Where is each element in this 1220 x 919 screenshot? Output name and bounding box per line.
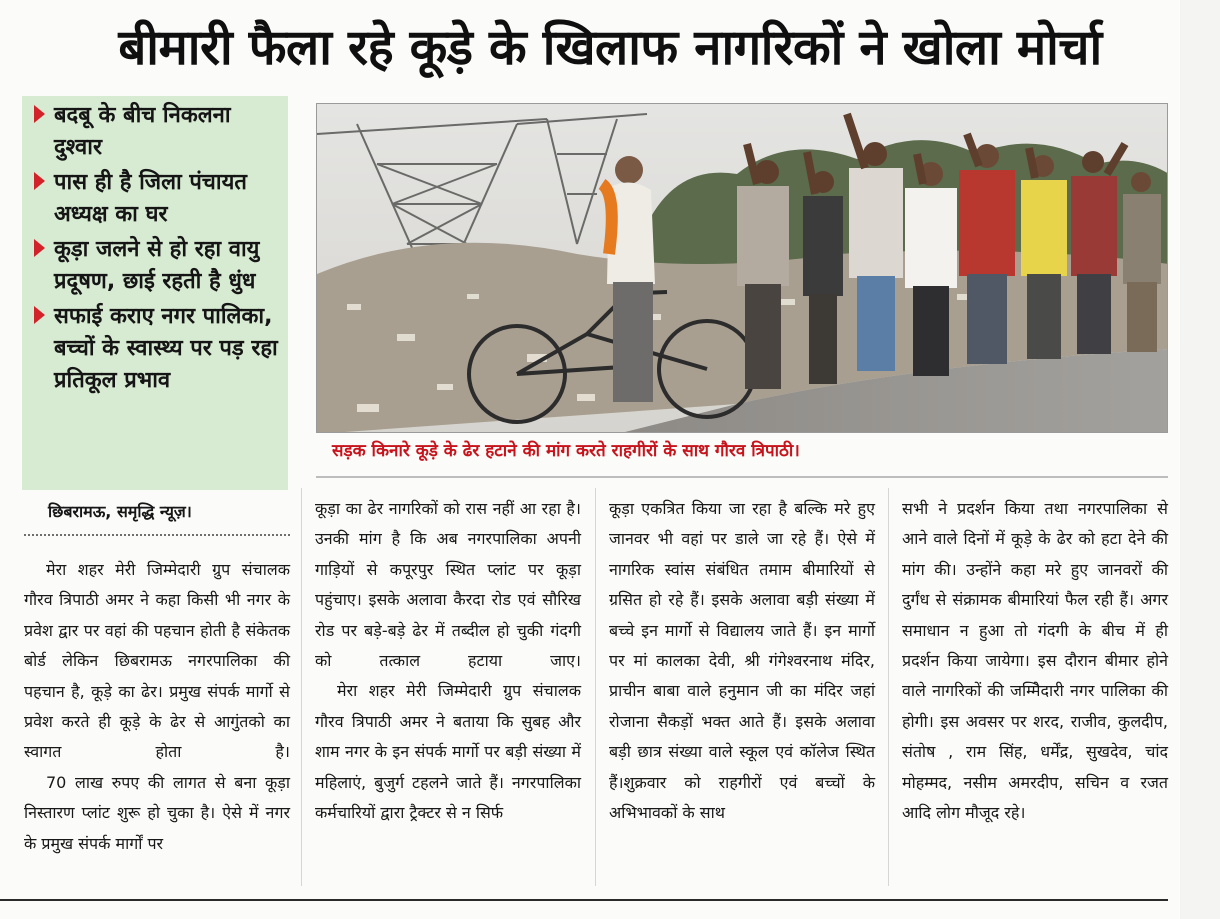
column-divider — [301, 488, 302, 886]
column-divider — [595, 488, 596, 886]
dateline-divider — [24, 534, 290, 536]
article-paragraph: कूड़ा एकत्रित किया जा रहा है बल्कि मरे हुए जानवर भी वहां पर डाले जा रहे हैं। ऐसे में नागरिक स्वांस संबंधित तमाम बीमारियों से ग्रसित हो रहे हैं। इसके अलावा बड़ी संख्या में बच्चे इन मार्गो से विद्यालय जाते हैं। इन मार्गो पर मां कालका देवी, श्री गंगेश्वरनाथ मंदिर, प्राचीन बाबा वाले हनुमान जी का मंदिर जहां रोजाना सैकड़ों भक्त आते हैं। इसके अलावा बड़ी छात्र संख्या वाले स्कूल एवं कॉलेज स्थित हैं।शुक्रवार को राहगीरों एवं बच्चों के अभिभावकों के साथ — [609, 499, 875, 823]
triangle-bullet-icon — [34, 239, 45, 257]
article-paragraph: मेरा शहर मेरी जिम्मेदारी ग्रुप संचालक गौरव त्रिपाठी अमर ने कहा किसी भी नगर के प्रवेश द्वार पर वहां की पहचान होती है संकेतक बोर्ड लेकिन छिबरामऊ नगरपालिका की पहचान है, कूड़े का ढेर। प्रमुख संपर्क मार्गो से प्रवेश करते ही कूड़े के ढेर से आगुंतको का स्वागत होता है। — [24, 560, 290, 762]
article-column-2 — [315, 494, 581, 828]
headline: बीमारी फैला रहे कूड़े के खिलाफ नागरिकों ने खोला मोर्चा — [118, 19, 1102, 76]
highlight-item — [34, 301, 282, 397]
bottom-rule — [0, 899, 1168, 901]
news-photo — [316, 103, 1168, 433]
article-paragraph: सभी ने प्रदर्शन किया तथा नगरपालिका से आने वाले दिनों में कूड़े के ढेर को हटा देने की मांग की। उन्होंने कहा मरे हुए जानवरों की दुर्गंध से संक्रामक बीमारियां फैल रही हैं। अगर समाधान न हुआ तो गंदगी के बीच में ही प्रदर्शन किया जायेगा। इस दौरान बीमार होने वाले नागरिकों की जम्मिेदारी नगर पालिका की होगी। इस अवसर पर शरद, राजीव, कुलदीप, संतोष , राम सिंह, धर्मेंद्र, सुखदेव, चांद मोहम्मद, नसीम अमरदीप, सचिन व रजत आदि लोग मौजूद रहे। — [902, 499, 1168, 823]
highlight-item — [34, 100, 282, 164]
article-paragraph: कूड़ा का ढेर नागरिकों को रास नहीं आ रहा है। उनकी मांग है कि अब नगरपालिका अपनी गाड़ियों से कपूरपुर स्थित प्लांट पर कूड़ा पहुंचाए। इसके अलावा कैरदा रोड एवं सौरिख रोड पर बड़े-बड़े ढेर में तब्दील हो चुकी गंदगी को तत्काल हटाया जाए। — [315, 499, 581, 671]
photo-caption: सड़क किनारे कूड़े के ढेर हटाने की मांग करते राहगीरों के साथ गौरव त्रिपाठी। — [332, 441, 800, 461]
article-paragraph: 70 लाख रुपए की लागत से बना कूड़ा निस्तारण प्लांट शुरू हो चुका है। ऐसे में नगर के प्रमुख संपर्क मार्गों पर — [24, 772, 290, 853]
article-column-4 — [902, 494, 1168, 828]
highlight-item — [34, 234, 282, 298]
dateline: छिबरामऊ, समृद्धि न्यूज़। — [48, 502, 192, 521]
page-edge — [1180, 0, 1220, 919]
article-column-1 — [24, 555, 290, 859]
column-divider — [888, 488, 889, 886]
triangle-bullet-icon — [34, 105, 45, 123]
article-paragraph: मेरा शहर मेरी जिम्मेदारी ग्रुप संचालक गौरव त्रिपाठी अमर ने बताया कि सुबह और शाम नगर के इन संपर्क मार्गो पर बड़ी संख्या में महिलाएं, बुजुर्ग टहलने जाते हैं। नगरपालिका कर्मचारियों द्वारा ट्रैक्टर से न सिर्फ — [315, 681, 581, 823]
caption-divider — [316, 476, 1168, 478]
highlight-text: सफाई कराए नगर पालिका, बच्चों के स्वास्थ्य पर पड़ रहा प्रतिकूल प्रभाव — [54, 304, 278, 393]
triangle-bullet-icon — [34, 172, 45, 190]
highlights-box — [22, 96, 288, 490]
highlight-text: बदबू के बीच निकलना दुश्वार — [54, 103, 231, 160]
highlight-text: पास ही है जिला पंचायत अध्यक्ष का घर — [54, 170, 247, 227]
highlight-text: कूड़ा जलने से हो रहा वायु प्रदूषण, छाई रहती है धुंध — [54, 237, 260, 294]
article-column-3 — [609, 494, 875, 828]
highlight-item — [34, 167, 282, 231]
triangle-bullet-icon — [34, 306, 45, 324]
